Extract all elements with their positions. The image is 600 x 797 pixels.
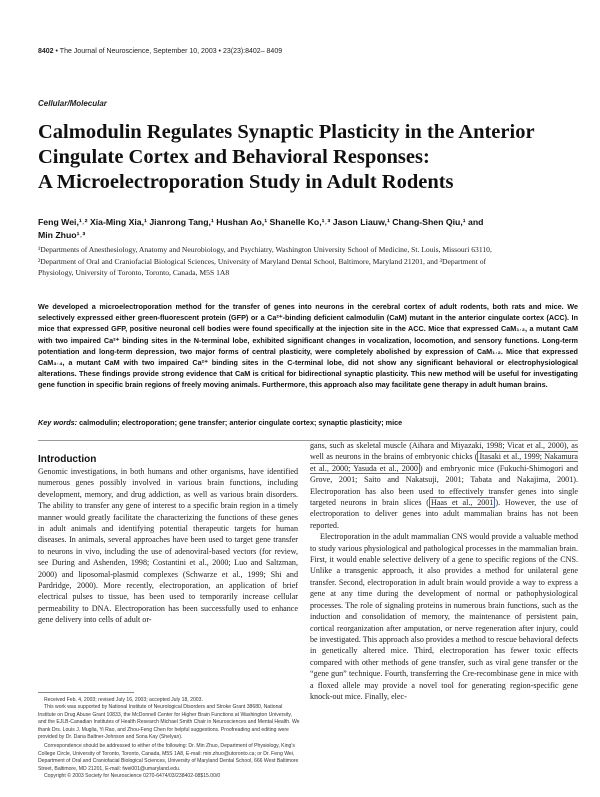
keywords-label: Key words: <box>38 418 78 427</box>
right-column <box>310 440 578 702</box>
intro-paragraph-1-cont <box>310 440 578 531</box>
author-list <box>38 216 568 242</box>
footnote-correspondence: Correspondence should be addressed to either of the following: Dr. Min Zhuo, Department of Physiology, King's College Circle, University of Toronto, Toronto, Canada, M5S 1A8, E-mail: min.zhuo@utoronto.ca; or Dr. Feng Wei, Department of Oral and Craniofacial Biological Sciences, University of Maryland Dental School, 666 West Baltimore Street, Baltimore, MD 21201, E-mail: fwei001@umaryland.edu. <box>38 743 299 772</box>
citation-link[interactable]: Itasaki et al., 1999; Nakamura et al., 2000; Yasuda et al., 2000 <box>310 452 578 473</box>
abstract: We developed a microelectroporation method for the transfer of genes into neurons in the cerebral cortex of adult rodents, both rats and mice. We selectively expressed either green-fluorescent protein (GFP) or a Ca²⁺-binding deficient calmodulin (CaM) mutant in the anterior cingulate cortex (ACC). In mice that expressed GFP, positive neuronal cell bodies were found specifically at the injection site in the ACC. Mice that expressed CaM₁˒₂, a mutant CaM with two impaired Ca²⁺ binding sites in the N-terminal lobe, exhibited significant changes in vocalization, locomotion, and sensory functions. Long-term potentiation and long-term depression, two major forms of central plasticity, were completely abolished by expression of CaM₁˒₂. Mice that expressed CaM₃˒₄, a mutant CaM with two impaired Ca²⁺ binding sites in the C-terminal lobe, did not show any significant behavioral or electrophysiological alterations. These findings provide strong evidence that CaM is critical for bidirectional synaptic plasticity. This new method will be useful for investigating gene function in specific brain regions of freely moving animals. Furthermore, this approach also may facilitate gene therapy in adult human brains. <box>38 302 578 390</box>
affiliation-line-2: ²Department of Oral and Craniofacial Biological Sciences, University of Maryland Dental School, Baltimore, Maryland 21201, and ³Department of <box>38 256 487 266</box>
title-line-3: A Microelectroporation Study in Adult Rodents <box>38 171 454 193</box>
author-line-1: Feng Wei,¹˒² Xia-Ming Xia,¹ Jianrong Tang,¹ Hushan Ao,¹ Shanelle Ko,¹˒³ Jason Liauw,¹ Chang-Shen Qiu,¹ and <box>38 217 484 227</box>
page-number: 8402 <box>38 48 54 55</box>
section-label: Cellular/Molecular <box>38 99 107 108</box>
title-line-2: Cingulate Cortex and Behavioral Responses: <box>38 146 430 168</box>
affiliation-line-3: Physiology, University of Toronto, Toronto, Canada, M5S 1A8 <box>38 268 230 277</box>
paragraph-text: gans, such as skeletal muscle (Aihara and Miyazaki, 1998; Vicat et al., 2000), as well as neurons in the brains of embryonic chicks ( <box>310 441 578 462</box>
footnote-divider <box>38 692 134 693</box>
left-column <box>38 466 298 626</box>
affiliation-line-1: ¹Departments of Anesthesiology, Anatomy and Neurobiology, and Psychiatry, Washington University School of Medicine, St. Louis, Missouri 63110, <box>38 245 492 254</box>
footnote-received: Received Feb. 4, 2003; revised July 16, 2003; accepted July 18, 2003. <box>44 697 203 703</box>
citation-link[interactable]: Haas et al., 2001 <box>431 498 494 508</box>
author-line-2: Min Zhuo¹˒³ <box>38 230 86 240</box>
paragraph-text: ) and embryonic mice (Fukuchi-Shimogori and Grove, 2001; Saito and Nakatsuji, 2001; Tabata and Nakajima, 2001). Electroporation has also been used to effectively transfer genes into single targeted neurons in brain slices ( <box>310 463 578 508</box>
running-header <box>38 48 282 55</box>
keywords-text: calmodulin; electroporation; gene transfer; anterior cingulate cortex; synaptic plasticity; mice <box>77 418 403 427</box>
footnote-copyright: Copyright © 2003 Society for Neuroscience 0270-6474/03/238402-08$15.00/0 <box>44 773 221 780</box>
keywords <box>38 418 578 427</box>
journal-info: • The Journal of Neuroscience, September 10, 2003 • 23(23):8402– 8409 <box>53 48 283 55</box>
article-title <box>38 120 578 195</box>
affiliations <box>38 244 576 279</box>
footnote-funding: This work was supported by National Institute of Neurological Disorders and Stroke Grant 38680, National Institute on Drug Abuse Grant 10833, the McDonnell Center for Higher Brain Functions at Washington University, and the EJLB-Canadian Institutes of Health Research Michael Smith Chair in Neurosciences and Mental Health. We thank Drs. Louis J. Muglia, Yi Rao, and Zhou-Feng Chen for helpful suggestions. Proofreading and editing were provided by Dr. Dana Baltner-Johnson and Sona Kay (Shelyan). <box>38 704 300 741</box>
intro-paragraph-2: Electroporation in the adult mammalian CNS would provide a valuable method to study various physiological and pathological processes in the mammalian brain. First, it would enable selective delivery of a gene to specific regions of the CNS. Unlike a transgenic approach, it also provides a method for unilateral gene transfer. Second, electroporation in adult brain would provide a way to express a gene at any time during the development of normal or pathophysiological processes. The role of signaling proteins in numerous brain functions, such as the induction and consolidation of memory, the maintenance of persistent pain, cortical reorganization after amputation, or nerve regeneration after injury, could be investigated. This approach also provides a method to rescue behavioral defects in genetically altered mice. Third, electroporation has fewer toxic effects compared with other methods of gene transfer, such as viral gene transfer or the “gene gun” technique. Fourth, transferring the Cre-recombinase gene in mice with a floxed allele may provide a novel tool for generating region-specific gene knock-out mice. Finally, elec- <box>310 532 578 701</box>
footnotes <box>38 697 300 780</box>
paragraph-text: ). However, the use of electroporation to deliver genes into adult mammalian brains has not been reported. <box>310 498 578 530</box>
title-line-1: Calmodulin Regulates Synaptic Plasticity in the Anterior <box>38 121 535 143</box>
intro-paragraph-1: Genomic investigations, in both humans and other organisms, have identified numerous genes possibly involved in various brain functions, including development, memory, and drug addiction, as well as various brain disorders. The ability to transfer any gene of interest to a specific brain region in a timely manner would greatly facilitate the characterizing the functions of these genes in adult animals and identifying potential therapeutic targets for human diseases. In animals, several approaches have been used to target gene transfer to neurons in vivo, including the use of adenoviral-based vectors (for review, see During and Ashenden, 1998; Costantini et al., 2000; Luo and Saltzman, 2000) and liposomal-plasmid complexes (Schwarze et al., 1999; Shi and Pardridge, 2000). More recently, electroporation, an application of brief electrical pulses to tissue, has been used to temporarily increase cellular permeability to DNA. Electroporation has been successfully used to enhance gene delivery into cells of adult or- <box>38 467 298 625</box>
introduction-heading: Introduction <box>38 454 97 465</box>
